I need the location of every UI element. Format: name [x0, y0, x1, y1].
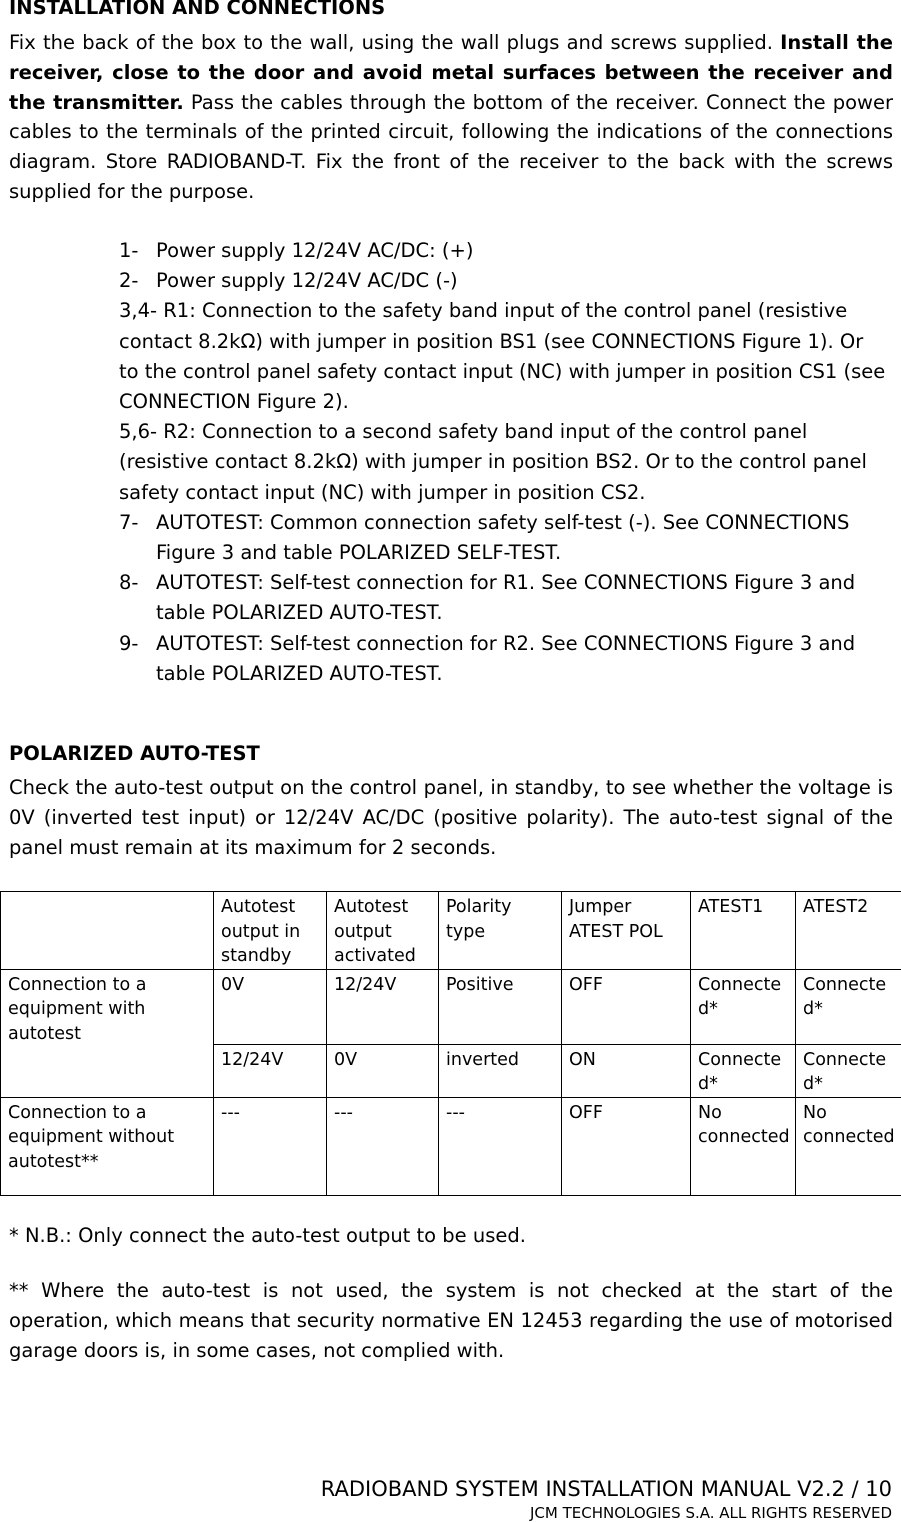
installation-heading: INSTALLATION AND CONNECTIONS [9, 0, 386, 19]
table-cell: inverted [439, 1044, 562, 1097]
table-cell: 0V [214, 969, 327, 1044]
table-cell: OFF [562, 969, 691, 1044]
table-cell: 12/24V [214, 1044, 327, 1097]
installation-paragraph: Fix the back of the box to the wall, using the wall plugs and screws supplied. Install the receiver, close to the door and avoid metal surfaces between the receiver and the transmitter. Pass the cables through the bottom of the receiver. Connect the power cables to the terminals of the printed circuit, following the indications of the connections diagram. Store RADIOBAND-T. Fix the front of the receiver to the back with the screws supplied for the purpose. [9, 31, 894, 203]
table-cell: Connected* [691, 969, 796, 1044]
table-cell: Connected* [691, 1044, 796, 1097]
table-cell: Connected* [796, 1044, 901, 1097]
table-row [1, 969, 901, 1044]
table-header: Polarity type [439, 892, 562, 970]
list-item: 8- AUTOTEST: Self-test connection for R1. See CONNECTIONS Figure 3 and table POLARIZED AUTO-TEST. [119, 571, 856, 625]
table-cell: Positive [439, 969, 562, 1044]
table-row [1, 1097, 901, 1195]
table-cell: --- [439, 1097, 562, 1195]
table-header: Autotest output in standby [214, 892, 327, 970]
table-cell: --- [214, 1097, 327, 1195]
table-header: ATEST1 [691, 892, 796, 970]
table-header: Jumper ATEST POL [562, 892, 691, 970]
table-cell: --- [327, 1097, 439, 1195]
table-cell: 0V [327, 1044, 439, 1097]
list-item: 5,6- R2: Connection to a second safety band input of the control panel (resistive contact 8.2kΩ) with jumper in position BS2. Or to the control panel safety contact input (NC) with jumper in position CS2. [119, 420, 867, 504]
table-cell: No connected [691, 1097, 796, 1195]
table-cell: No connected [796, 1097, 901, 1195]
list-item: 1- Power supply 12/24V AC/DC: (+) [119, 239, 474, 262]
table-cell: Connected* [796, 969, 901, 1044]
polarized-paragraph: Check the auto-test output on the control panel, in standby, to see whether the voltage is 0V (inverted test input) or 12/24V AC/DC (positive polarity). The auto-test signal of the panel must remain at its maximum for 2 seconds. [9, 776, 893, 859]
row-group-label: Connection to a equipment without autotest** [1, 1097, 214, 1195]
note-no-autotest: ** Where the auto-test is not used, the system is not checked at the start of the operation, which means that security normative EN 12453 regarding the use of motorised garage doors is, in some cases, not complied with. [9, 1279, 893, 1362]
row-group-label: Connection to a equipment with autotest [1, 969, 214, 1097]
list-item: 9- AUTOTEST: Self-test connection for R2. See CONNECTIONS Figure 3 and table POLARIZED AUTO-TEST. [119, 631, 856, 685]
table-header: Autotest output activated [327, 892, 439, 970]
footer-rights: JCM TECHNOLOGIES S.A. ALL RIGHTS RESERVED [529, 1504, 892, 1522]
list-item: 2- Power supply 12/24V AC/DC (-) [119, 269, 458, 293]
installation-warning: Install the receiver, close to the door and avoid metal surfaces between the receiver and the transmitter. [9, 31, 894, 114]
terminal-list [119, 236, 889, 689]
footer-manual-title: RADIOBAND SYSTEM INSTALLATION MANUAL V2.2 / 10 [320, 1477, 892, 1501]
list-item: 3,4- R1: Connection to the safety band input of the control panel (resistive contact 8.2kΩ) with jumper in position BS1 (see CONNECTIONS Figure 1). Or to the control panel safety contact input (NC) with jumper in position CS1 (see CONNECTION Figure 2). [119, 299, 886, 414]
note-connect: * N.B.: Only connect the auto-test output to be used. [9, 1224, 526, 1247]
list-item: 7- AUTOTEST: Common connection safety self-test (-). See CONNECTIONS Figure 3 and table POLARIZED SELF-TEST. [119, 510, 850, 565]
table-cell: 12/24V [327, 969, 439, 1044]
autotest-table [0, 891, 901, 1196]
table-header: ATEST2 [796, 892, 901, 970]
polarized-heading: POLARIZED AUTO-TEST [9, 742, 260, 765]
table-header-row [1, 892, 901, 970]
table-cell: ON [562, 1044, 691, 1097]
table-cell: OFF [562, 1097, 691, 1195]
